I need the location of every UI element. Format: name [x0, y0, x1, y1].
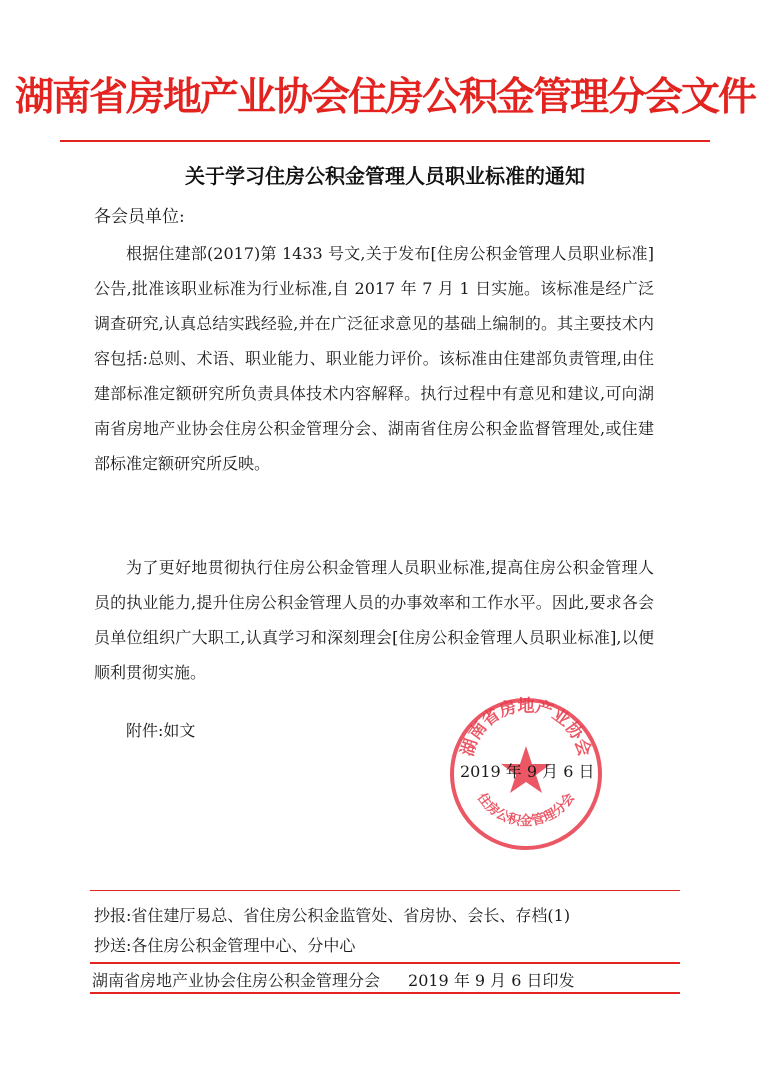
footer-issuer: 湖南省房地产业协会住房公积金管理分会 — [92, 971, 381, 990]
body-paragraph-1: 根据住建部(2017)第 1433 号文,关于发布[住房公积金管理人员职业标准]公告,批准该职业标准为行业标准,自 2017 年 7 月 1 日实施。该标准是经广泛调查研究,认真总结实践经验,并在广泛征求意见的基础上编制的。其主要技术内容包括:总则、术语、职业能力、职业能力评价。该标准由住建部负责管理,由住建部标准定额研究所负责具体技术内容解释。执行过程中有意见和建议,可向湖南省房地产业协会住房公积金管理分会、湖南省住房公积金监督管理处,或住建部标准定额研究所反映。 — [94, 244, 654, 473]
signature-date: 2019 年 9 月 6 日 — [460, 762, 595, 781]
attachment-note: 附件:如文 — [126, 721, 196, 740]
footer-issue-date: 2019 年 9 月 6 日印发 — [408, 971, 575, 990]
notice-title: 关于学习住房公积金管理人员职业标准的通知 — [185, 164, 585, 188]
svg-text:住房公积金管理分会 — [474, 790, 578, 829]
seal-bottom-text: 住房公积金管理分会 — [473, 790, 579, 830]
copy-to-line: 抄送:各住房公积金管理中心、分中心 — [94, 936, 356, 955]
report-to-line: 抄报:省住建厅易总、省住房公积金监管处、省房协、会长、存档(1) — [94, 906, 571, 925]
body-paragraph-2: 为了更好地贯彻执行住房公积金管理人员职业标准,提高住房公积金管理人员的执业能力,提升住房公积金管理人员的办事效率和工作水平。因此,要求各会员单位组织广大职工,认真学习和深刻理会[住房公积金管理人员职业标准],以便顺利贯彻实施。 — [94, 558, 654, 682]
footer-bottom-rule — [90, 992, 680, 994]
cc-top-rule — [90, 890, 680, 891]
footer-top-rule — [90, 962, 680, 964]
salutation: 各会员单位: — [94, 207, 185, 227]
footer-issue-line — [92, 968, 575, 991]
org-header-title: 湖南省房地产业协会住房公积金管理分会文件 — [14, 75, 755, 120]
seal-top-text: 湖南省房地产业协会 — [457, 696, 595, 759]
header-rule — [60, 140, 710, 142]
